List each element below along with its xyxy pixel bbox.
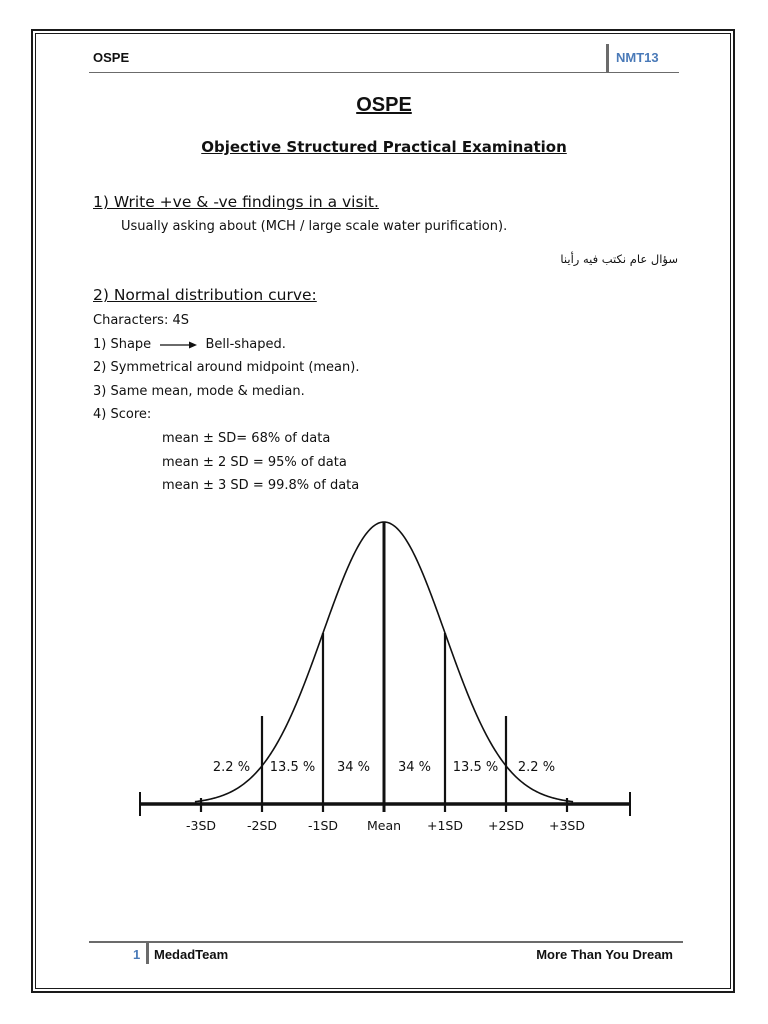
score-3sd: mean ± 3 SD = 99.8% of data [162,478,360,493]
axis-tick-label: Mean [366,818,402,833]
percent-label: 2.2 % [517,760,556,775]
footer-rule [89,941,683,943]
shape-value: Bell-shaped. [205,337,286,352]
footer-left-text: MedadTeam [154,947,229,962]
right-arrow-icon [158,340,198,350]
header-right-text: NMT13 [616,50,659,65]
item-same-mean: 3) Same mean, mode & median. [93,384,305,399]
item-symmetrical: 2) Symmetrical around midpoint (mean). [93,360,360,375]
score-1sd: mean ± SD= 68% of data [162,431,331,446]
score-2sd: mean ± 2 SD = 95% of data [162,455,347,470]
item-score: 4) Score: [93,407,152,422]
shape-label: 1) Shape [93,337,152,352]
characters-line: Characters: 4S [93,313,189,328]
section1-heading: 1) Write +ve & -ve findings in a visit. [93,193,379,211]
axis-tick-label: -2SD [246,818,278,833]
header-rule [89,72,679,73]
header-left-text: OSPE [93,50,130,65]
percent-label: 34 % [336,760,371,775]
page-subtitle: Objective Structured Practical Examination [201,138,567,156]
percent-label: 2.2 % [212,760,251,775]
header-divider [606,44,609,72]
section1-arabic-note: سؤال عام نكتب فيه رأينا [560,252,678,266]
page-title: OSPE [356,94,412,116]
axis-tick-label: +2SD [488,818,524,833]
axis-tick-label: +3SD [549,818,585,833]
percent-label: 34 % [397,760,432,775]
percent-label: 13.5 % [269,760,316,775]
axis-tick-label: -3SD [185,818,217,833]
section1-body: Usually asking about (MCH / large scale water purification). [121,219,508,234]
normal-distribution-figure [0,500,768,850]
axis-tick-label: +1SD [427,818,463,833]
axis-tick-label: -1SD [307,818,339,833]
footer-right-text: More Than You Dream [536,947,673,962]
percent-label: 13.5 % [452,760,499,775]
shape-line [93,337,286,352]
footer-page-number: 1 [133,947,141,962]
footer-divider [146,942,149,964]
section2-heading: 2) Normal distribution curve: [93,286,317,304]
